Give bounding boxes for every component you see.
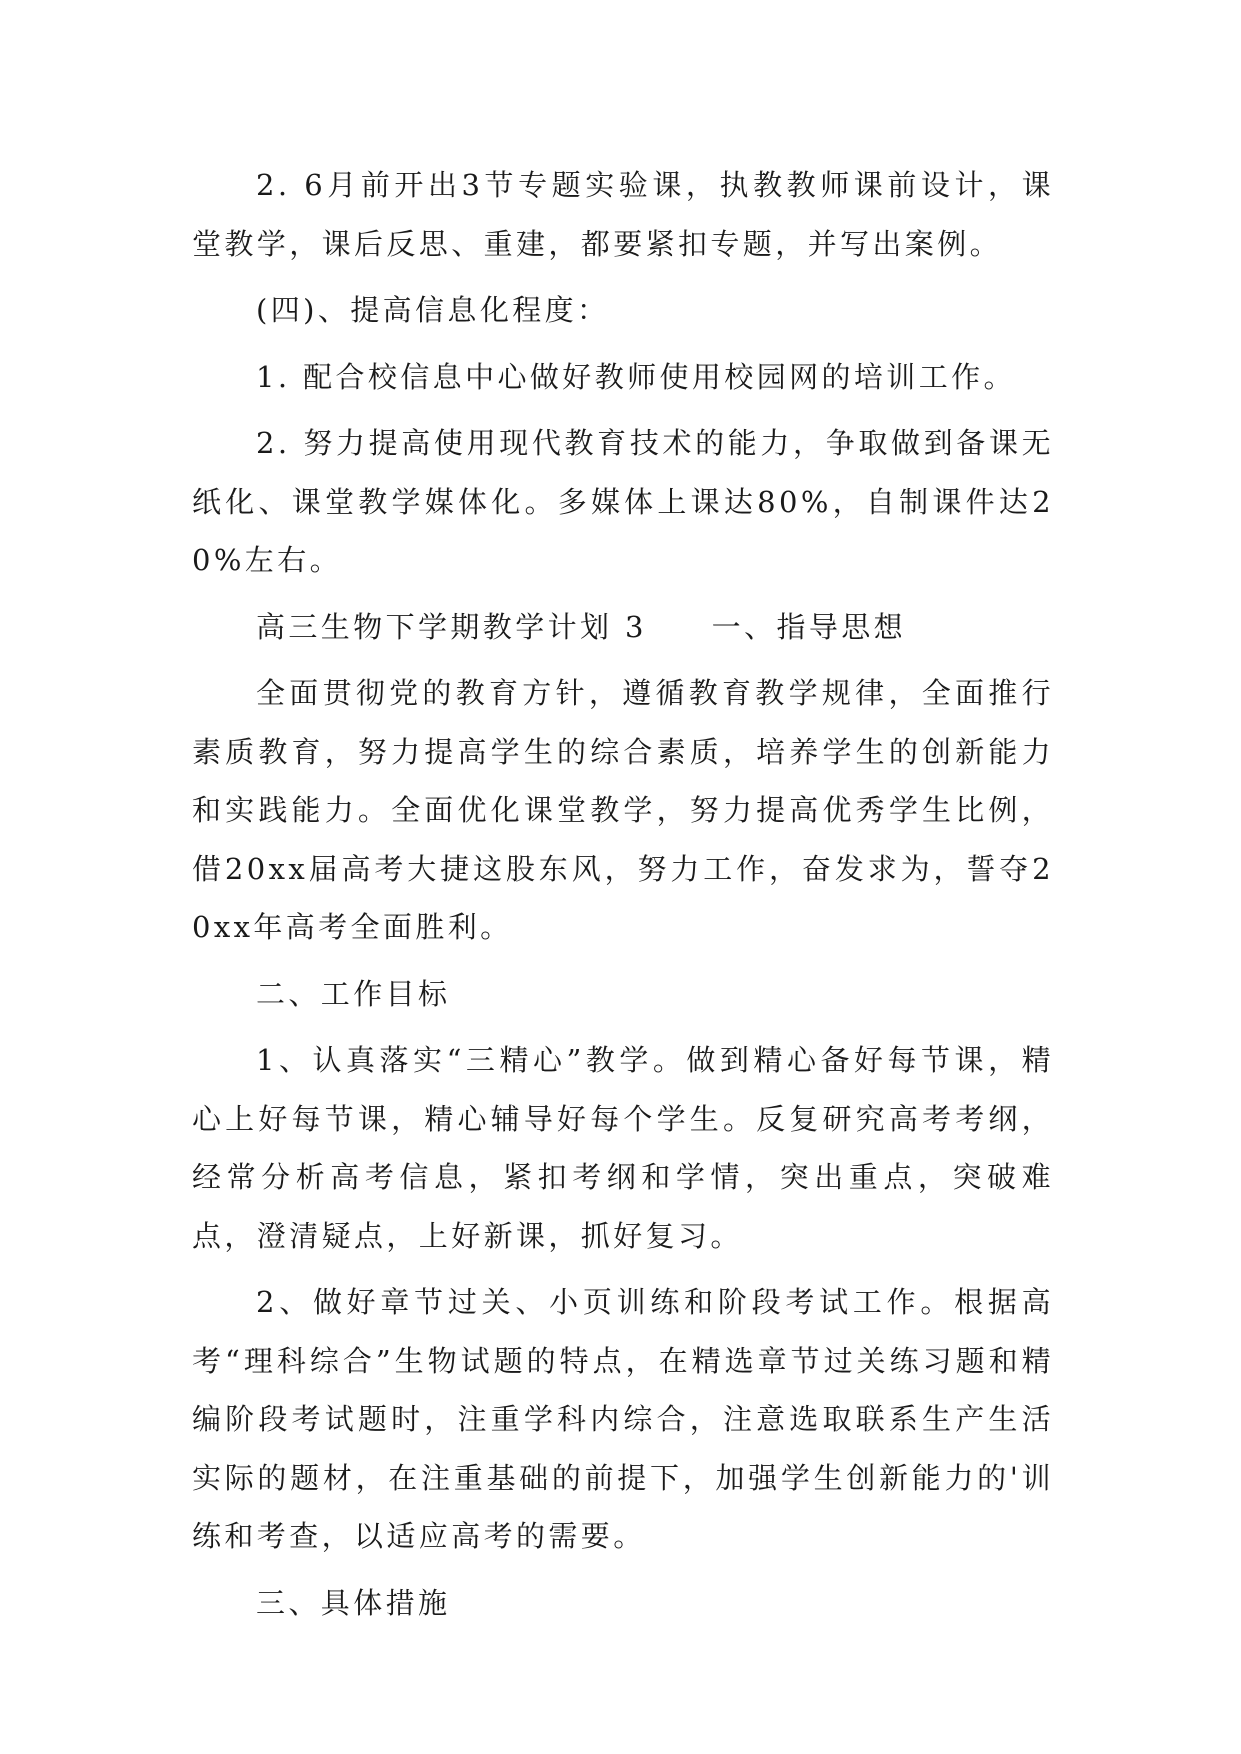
paragraph-campus-network-training: 1. 配合校信息中心做好教师使用校园网的培训工作。 — [256, 359, 1016, 394]
paragraph-guiding-thought: 全面贯彻党的教育方针，遵循教育教学规律，全面推行素质教育，努力提高学生的综合素质，培养学生的创新能力和实践能力。全面优化课堂教学，努力提高优秀学生比例，借20xx届高考大捷这股东风，努力工作，奋发求为，誓夺20xx年高考全面胜利。 — [192, 676, 1054, 944]
paragraph-lab-lessons: 2. 6月前开出3节专题实验课，执教教师课前设计，课堂教学，课后反思、重建，都要紧扣专题，并写出案例。 — [192, 168, 1054, 261]
section-heading-work-goals: 二、工作目标 — [256, 976, 451, 1011]
paragraph-goal-2: 2、做好章节过关、小页训练和阶段考试工作。根据高考“理科综合”生物试题的特点，在精选章节过关练习题和精编阶段考试题时，注重学科内综合，注意选取联系生产生活实际的题材，在注重基础的前提下，加强学生创新能力的'训练和考查，以适应高考的需要。 — [192, 1285, 1054, 1553]
section-heading-informatization: (四)、提高信息化程度： — [256, 293, 610, 327]
paragraph-goal-1: 1、认真落实“三精心”教学。做到精心备好每节课，精心上好每节课，精心辅导好每个学生。反复研究高考考纲，经常分析高考信息，紧扣考纲和学情，突出重点，突破难点，澄清疑点，上好新课，抓好复习。 — [192, 1043, 1054, 1253]
plan-title-guiding-thought: 高三生物下学期教学计划 3 一、指导思想 — [256, 609, 907, 644]
document-body — [192, 156, 1054, 1632]
section-heading-measures: 三、具体措施 — [256, 1585, 451, 1620]
paragraph-modern-tech: 2. 努力提高使用现代教育技术的能力，争取做到备课无纸化、课堂教学媒体化。多媒体上课达80%，自制课件达20%左右。 — [192, 426, 1054, 577]
